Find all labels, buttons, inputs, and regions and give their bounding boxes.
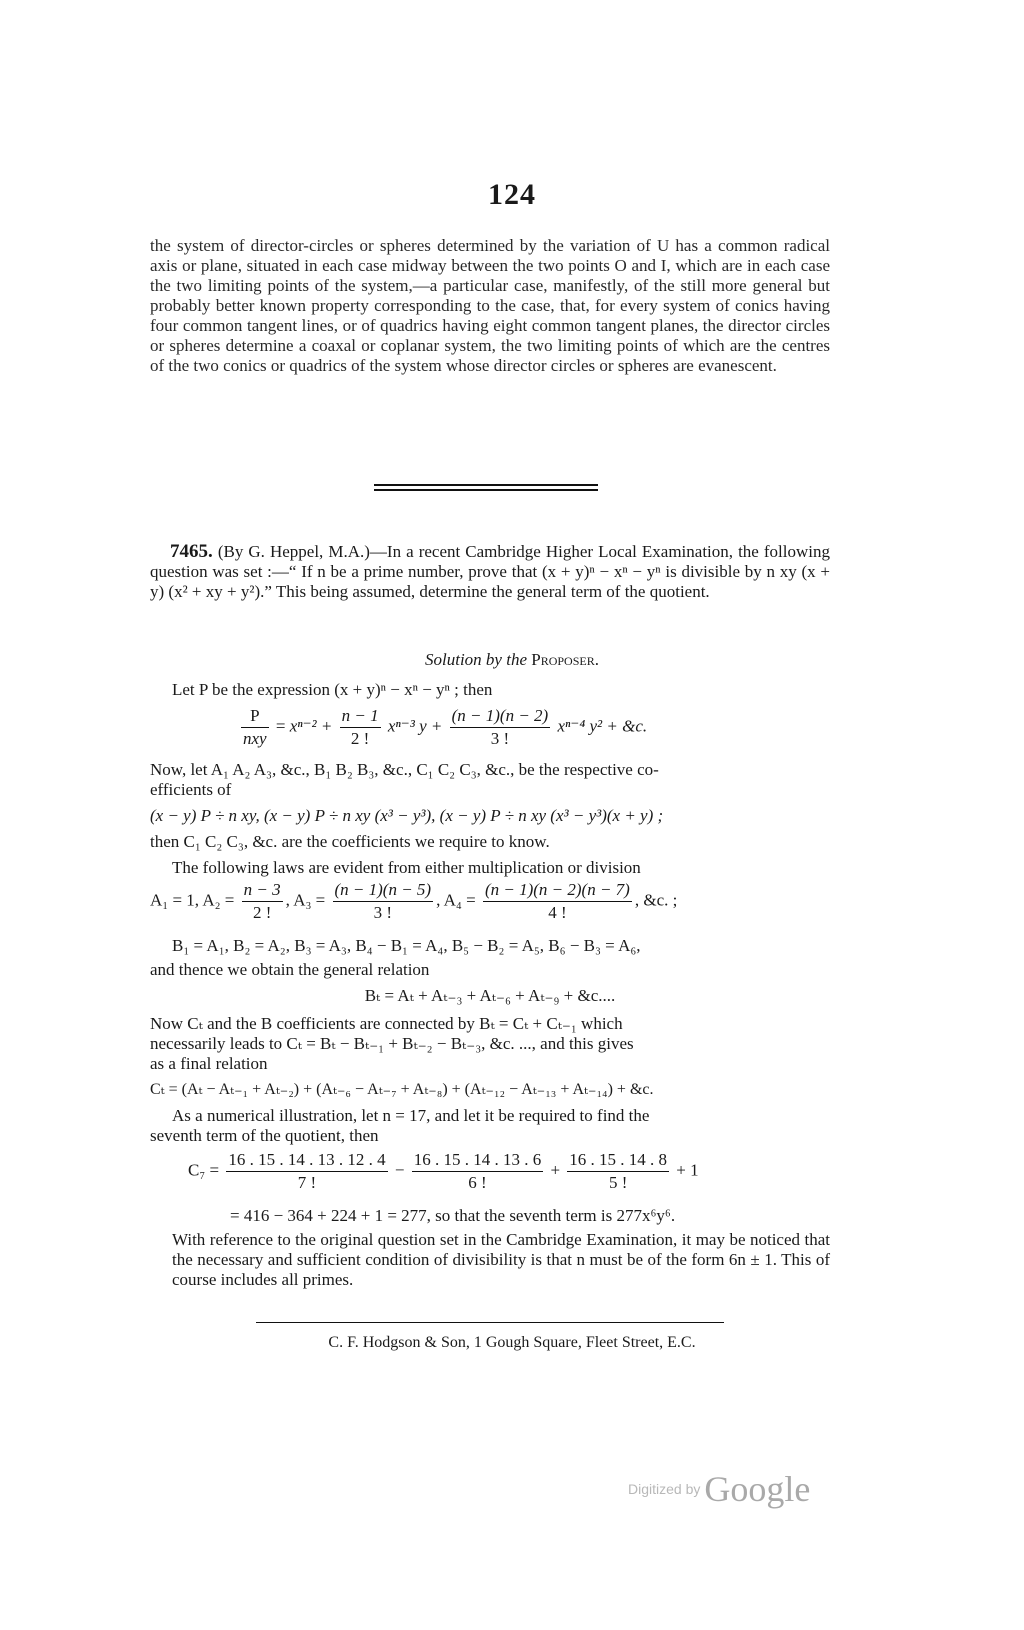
problem-statement	[150, 542, 830, 602]
watermark-prefix: Digitized by	[628, 1481, 701, 1497]
fraction-p-nxy	[241, 706, 269, 749]
a-eq-end: , &c. ;	[634, 890, 678, 910]
now-let-line-2: efficients of	[150, 780, 232, 799]
google-logo: Google	[704, 1469, 811, 1509]
fraction-denominator: 7 !	[297, 1173, 317, 1192]
result-line: = 416 − 364 + 224 + 1 = 277, so that the seventh term is 277x⁶y⁶.	[230, 1206, 676, 1225]
fraction-denominator: nxy	[243, 729, 267, 748]
c7-end: + 1	[676, 1160, 699, 1180]
c7-label: C₇ =	[188, 1160, 220, 1180]
now-c-line-3: as a final relation	[150, 1054, 268, 1073]
fraction-c7-1	[226, 1150, 387, 1193]
a4-label: , A₄ =	[436, 890, 476, 910]
a3-label: , A₃ =	[285, 890, 326, 910]
fraction-denominator: 2 !	[350, 729, 370, 748]
now-c-line-2: necessarily leads to Cₜ = Bₜ − Bₜ₋₁ + Bₜ₋₂ − Bₜ₋₃, &c. ..., and this gives	[150, 1034, 634, 1053]
laws-line: The following laws are evident from either multiplication or division	[172, 858, 641, 877]
section-divider	[374, 484, 598, 491]
page-number: 124	[488, 178, 536, 211]
equation-term: xⁿ⁻² +	[289, 716, 333, 736]
equals-sign: =	[275, 716, 286, 736]
fraction-numerator: 16 . 15 . 14 . 8	[567, 1150, 669, 1172]
fraction-a2	[242, 880, 283, 923]
digitized-watermark	[628, 1468, 810, 1510]
fraction-numerator: n − 1	[340, 706, 381, 728]
solution-heading	[0, 650, 1024, 670]
intro-paragraph: the system of director-circles or spheres determined by the variation of U has a common radical axis or plane, situated in each case midway between the two points O and I, which are in each case the two limiting points of the system,—a particular case, manifestly, of the still more general but probably better known property corresponding to the case, that, for every system of conics having four common tangent lines, or of quadrics having eight common tangent planes, the director circles or spheres determine a coaxal or coplanar system, the two limiting points of which are the centres of the two conics or quadrics of the system whose director circles or spheres are evanescent.	[150, 236, 830, 375]
closing-paragraph: With reference to the original question set in the Cambridge Examination, it may be noticed that the necessary and sufficient condition of divisibility is that n must be of the form 6n ± 1. This of course includes all primes.	[172, 1230, 830, 1289]
fraction-numerator: 16 . 15 . 14 . 13 . 12 . 4	[226, 1150, 387, 1172]
fraction-n-1-n-2	[450, 706, 551, 749]
let-p-line: Let P be the expression (x + y)ⁿ − xⁿ − yⁿ ; then	[172, 680, 493, 699]
thence-line: and thence we obtain the general relation	[150, 960, 430, 979]
general-relation: Bₜ = Aₜ + Aₜ₋₃ + Aₜ₋₆ + Aₜ₋₉ + &c....	[364, 986, 616, 1005]
b-coefficients-line: B₁ = A₁, B₂ = A₂, B₃ = A₃, B₄ − B₁ = A₄, B₅ − B₂ = A₅, B₆ − B₃ = A₆,	[172, 936, 641, 955]
equation-p-over-nxy	[238, 706, 647, 749]
a-eq-start: A₁ = 1, A₂ =	[150, 890, 235, 910]
fraction-c7-2	[412, 1150, 544, 1193]
question-text: —In a recent Cambridge Higher Local Examination, the following question was set :—“ If n be a prime number, prove that (x + y)ⁿ − xⁿ − yⁿ is divisible by n xy (x + y) (x² + xy + y²).” This being assumed, determine the general term of the quotient.	[150, 542, 831, 601]
numerical-line-2: seventh term of the quotient, then	[150, 1126, 379, 1145]
expression-line: (x − y) P ÷ n xy, (x − y) P ÷ n xy (x³ − y³), (x − y) P ÷ n xy (x³ − y³)(x + y) ;	[150, 806, 664, 825]
equation-a-coefficients	[150, 880, 677, 923]
solution-heading-author: Proposer.	[531, 650, 599, 669]
fraction-numerator: 16 . 15 . 14 . 13 . 6	[412, 1150, 544, 1172]
fraction-numerator: (n − 1)(n − 5)	[333, 880, 434, 902]
plus-sign: +	[550, 1160, 561, 1180]
equation-term: xⁿ⁻⁴ y² + &c.	[557, 716, 648, 736]
then-c-line: then C₁ C₂ C₃, &c. are the coefficients we require to know.	[150, 832, 550, 851]
fraction-c7-3	[567, 1150, 669, 1193]
fraction-denominator: 6 !	[468, 1173, 487, 1192]
fraction-a3	[333, 880, 434, 923]
fraction-numerator: (n − 1)(n − 2)(n − 7)	[483, 880, 632, 902]
equation-c7	[188, 1150, 699, 1193]
fraction-a4	[483, 880, 632, 923]
fraction-numerator: n − 3	[242, 880, 283, 902]
numerical-line-1: As a numerical illustration, let n = 17, and let it be required to find the	[172, 1106, 650, 1125]
fraction-denominator: 5 !	[608, 1173, 628, 1192]
fraction-numerator: (n − 1)(n − 2)	[450, 706, 551, 728]
fraction-denominator: 2 !	[252, 903, 272, 922]
final-relation: Cₜ = (Aₜ − Aₜ₋₁ + Aₜ₋₂) + (Aₜ₋₆ − Aₜ₋₇ + Aₜ₋₈) + (Aₜ₋₁₂ − Aₜ₋₁₃ + Aₜ₋₁₄) + &c.	[150, 1081, 654, 1098]
printer-imprint: C. F. Hodgson & Son, 1 Gough Square, Fleet Street, E.C.	[328, 1334, 696, 1351]
now-c-line-1: Now Cₜ and the B coefficients are connected by Bₜ = Cₜ + Cₜ₋₁ which	[150, 1014, 623, 1033]
fraction-denominator: 3 !	[490, 729, 510, 748]
fraction-denominator: 3 !	[373, 903, 392, 922]
question-author: (By G. Heppel, M.A.)	[217, 542, 370, 561]
footer-rule	[256, 1322, 724, 1323]
solution-heading-italic: Solution by the	[425, 650, 527, 669]
fraction-numerator: P	[241, 706, 269, 728]
now-let-line-1: Now, let A₁ A₂ A₃, &c., B₁ B₂ B₃, &c., C₁ C₂ C₃, &c., be the respective co-	[150, 760, 659, 779]
fraction-n-1	[340, 706, 381, 749]
equation-term: xⁿ⁻³ y +	[387, 716, 443, 736]
minus-sign: −	[394, 1160, 405, 1180]
fraction-denominator: 4 !	[548, 903, 567, 922]
question-number: 7465.	[170, 541, 213, 562]
